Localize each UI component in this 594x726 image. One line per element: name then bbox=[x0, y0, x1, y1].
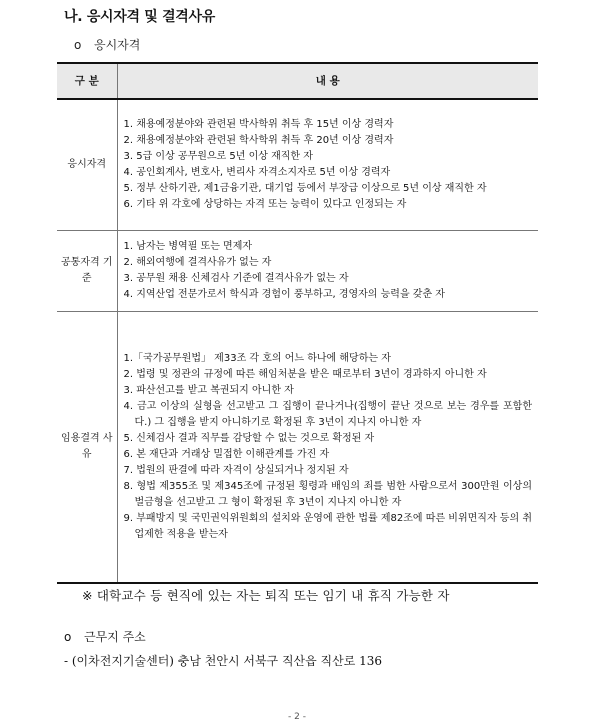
list-item: 4. 공인회계사, 변호사, 변리사 자격소지자로 5년 이상 경력자 bbox=[123, 167, 391, 178]
list-item: 4. 금고 이상의 실형을 선고받고 그 집행이 끝나거나(집행이 끝난 것으로 보는 경우를 포함한다.) 그 집행을 받지 아니하기로 확정된 후 3년이 지나지 아니한 자 bbox=[123, 401, 532, 428]
subsection-label: 응시자격 bbox=[94, 38, 141, 52]
list-item: 5. 신체검사 결과 직무를 감당할 수 없는 것으로 확정된 자 bbox=[123, 433, 375, 444]
bullet-marker: o bbox=[74, 38, 82, 52]
table-row bbox=[57, 231, 538, 312]
list-item: 6. 기타 위 각호에 상당하는 자격 또는 능력이 있다고 인정되는 자 bbox=[123, 199, 407, 210]
header-category: 구 분 bbox=[57, 63, 117, 99]
row-category: 응시자격 bbox=[57, 99, 117, 231]
list-item: 4. 지역산업 전문가로서 학식과 경험이 풍부하고, 경영자의 능력을 갖춘 자 bbox=[123, 289, 445, 300]
list-item: 5. 정부 산하기관, 제1금융기관, 대기업 등에서 부장급 이상으로 5년 이상 재직한 자 bbox=[123, 183, 487, 194]
table-row bbox=[57, 99, 538, 231]
eligibility-table bbox=[57, 62, 538, 584]
list-item: 1. 남자는 병역필 또는 면제자 bbox=[123, 241, 253, 252]
subsection-eligibility bbox=[74, 36, 140, 53]
subsection-workplace bbox=[64, 628, 146, 645]
list-item: 2. 해외여행에 결격사유가 없는 자 bbox=[123, 257, 272, 268]
list-item: 3. 5급 이상 공무원으로 5년 이상 재직한 자 bbox=[123, 151, 313, 162]
row-category: 공통자격 기준 bbox=[57, 231, 117, 312]
note-text: ※ 대학교수 등 현직에 있는 자는 퇴직 또는 임기 내 휴직 가능한 자 bbox=[82, 588, 450, 603]
list-item: 6. 본 재단과 거래상 밀접한 이해관계를 가진 자 bbox=[123, 449, 330, 460]
workplace-address: - (이차전지기술센터) 충남 천안시 서북구 직산읍 직산로 136 bbox=[64, 654, 383, 668]
subsection-label: 근무지 주소 bbox=[84, 630, 146, 644]
list-item: 8. 형법 제355조 및 제345조에 규정된 횡령과 배임의 죄를 범한 사람으로서 300만원 이상의 벌금형을 선고받고 그 형이 확정된 후 3년이 지나지 아니한 자 bbox=[123, 481, 532, 508]
section-heading: 나. 응시자격 및 결격사유 bbox=[64, 9, 215, 25]
list-item: 2. 법령 및 정관의 규정에 따른 해임처분을 받은 때로부터 3년이 경과하지 아니한 자 bbox=[123, 369, 487, 380]
header-content: 내 용 bbox=[117, 63, 538, 99]
list-item: 3. 파산선고를 받고 복권되지 아니한 자 bbox=[123, 385, 294, 396]
table-header-row bbox=[57, 63, 538, 99]
list-item: 9. 부패방지 및 국민권익위원회의 설치와 운영에 관한 법률 제82조에 따른 비위면직자 등의 취업제한 적용을 받는자 bbox=[123, 513, 532, 540]
list-item: 3. 공무원 채용 신체검사 기준에 결격사유가 없는 자 bbox=[123, 273, 349, 284]
table-row bbox=[57, 312, 538, 584]
page-number: - 2 - bbox=[288, 712, 306, 722]
list-item: 2. 채용예정분야와 관련된 학사학위 취득 후 20년 이상 경력자 bbox=[123, 135, 394, 146]
list-item: 1. 채용예정분야와 관련된 박사학위 취득 후 15년 이상 경력자 bbox=[123, 119, 394, 130]
list-item: 1.「국가공무원법」 제33조 각 호의 어느 하나에 해당하는 자 bbox=[123, 353, 391, 364]
row-content bbox=[117, 312, 538, 584]
row-category: 임용결격 사유 bbox=[57, 312, 117, 584]
row-content bbox=[117, 231, 538, 312]
list-item: 7. 법원의 판결에 따라 자격이 상실되거나 정지된 자 bbox=[123, 465, 349, 476]
bullet-marker: o bbox=[64, 630, 72, 644]
row-content bbox=[117, 99, 538, 231]
